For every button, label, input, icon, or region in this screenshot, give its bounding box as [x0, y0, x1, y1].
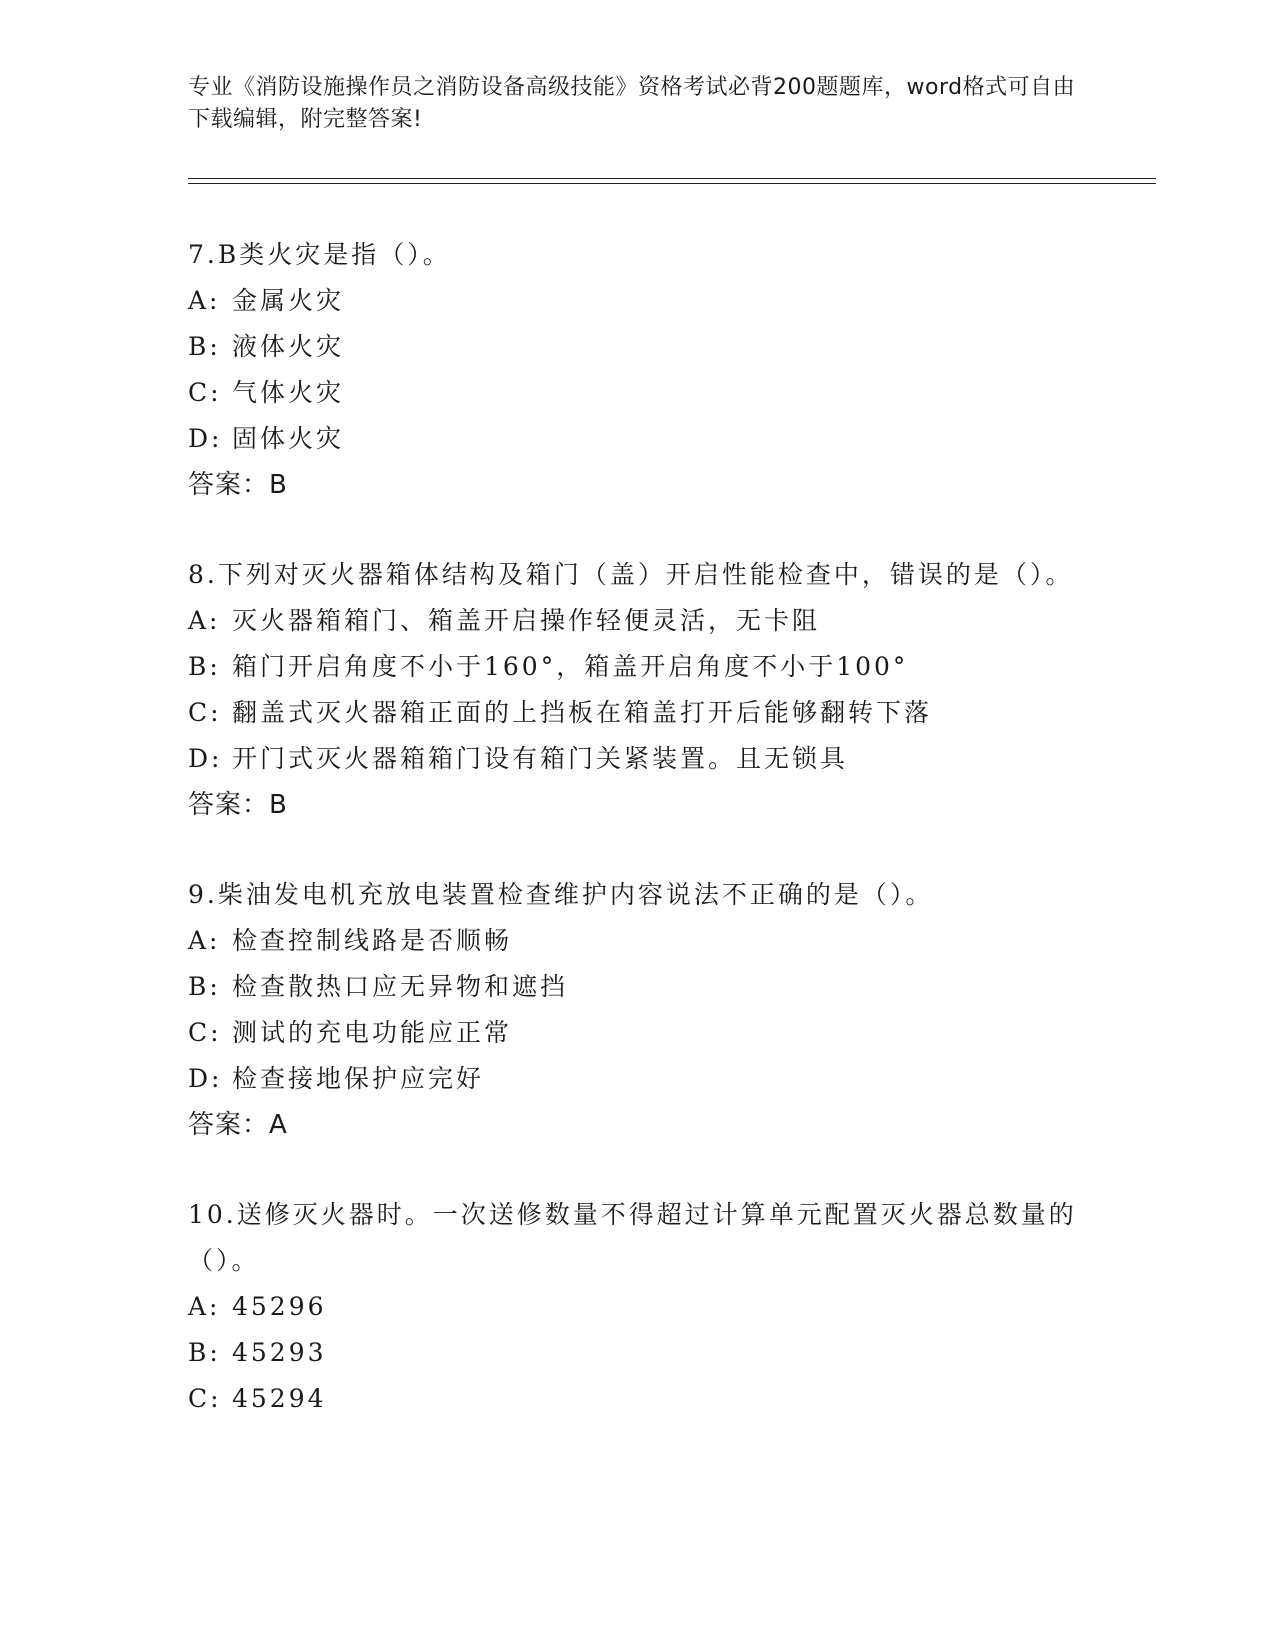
option-c	[188, 1376, 1088, 1422]
option-text: 45296	[232, 1292, 327, 1321]
option-key: B:	[188, 972, 221, 1001]
header-divider-top	[188, 178, 1156, 179]
option-text: 45293	[232, 1338, 327, 1367]
option-a	[188, 1284, 1088, 1330]
option-b	[188, 644, 1088, 690]
option-c	[188, 1010, 1088, 1056]
option-key: D:	[188, 1064, 223, 1093]
option-key: A:	[188, 606, 221, 635]
question-10	[188, 1192, 1088, 1422]
option-key: D:	[188, 744, 223, 773]
answer-line: 答案：A	[188, 1110, 288, 1140]
question-list	[188, 232, 1088, 1466]
option-text: 测试的充电功能应正常	[232, 1018, 513, 1047]
option-d	[188, 416, 1088, 462]
option-key: A:	[188, 286, 221, 315]
option-text: 翻盖式灭火器箱正面的上挡板在箱盖打开后能够翻转下落	[232, 698, 933, 727]
option-key: C:	[188, 1018, 222, 1047]
option-d	[188, 1056, 1088, 1102]
option-d	[188, 736, 1088, 782]
option-text: 金属火灾	[232, 286, 345, 315]
option-a	[188, 278, 1088, 324]
question-stem: 10.送修灭火器时。一次送修数量不得超过计算单元配置灭火器总数量的（）。	[188, 1200, 1077, 1275]
option-key: C:	[188, 1384, 222, 1413]
question-7	[188, 232, 1088, 508]
option-key: D:	[188, 424, 223, 453]
question-stem: 8.下列对灭火器箱体结构及箱门（盖）开启性能检查中，错误的是（）。	[188, 560, 1074, 589]
option-text: 气体火灾	[232, 378, 345, 407]
option-key: A:	[188, 1292, 221, 1321]
option-key: C:	[188, 698, 222, 727]
option-text: 45294	[232, 1384, 327, 1413]
option-a	[188, 598, 1088, 644]
option-key: C:	[188, 378, 222, 407]
option-text: 检查散热口应无异物和遮挡	[232, 972, 569, 1001]
option-c	[188, 690, 1088, 736]
option-text: 检查接地保护应完好	[232, 1064, 485, 1093]
option-text: 箱门开启角度不小于160°，箱盖开启角度不小于100°	[232, 652, 909, 681]
option-key: B:	[188, 1338, 221, 1367]
option-key: A:	[188, 926, 221, 955]
question-8	[188, 552, 1088, 828]
question-stem: 9.柴油发电机充放电装置检查维护内容说法不正确的是（）。	[188, 880, 934, 909]
header-divider-bottom	[188, 183, 1156, 184]
answer-line: 答案：B	[188, 470, 288, 500]
option-a	[188, 918, 1088, 964]
option-text: 检查控制线路是否顺畅	[232, 926, 513, 955]
document-intro: 专业《消防设施操作员之消防设备高级技能》资格考试必背200题题库，word格式可自由下载编辑，附完整答案!	[188, 75, 1076, 132]
option-text: 灭火器箱箱门、箱盖开启操作轻便灵活，无卡阻	[232, 606, 821, 635]
question-stem: 7.B类火灾是指（）。	[188, 240, 451, 269]
question-9	[188, 872, 1088, 1148]
option-b	[188, 1330, 1088, 1376]
option-text: 液体火灾	[232, 332, 345, 361]
option-b	[188, 964, 1088, 1010]
option-text: 开门式灭火器箱箱门设有箱门关紧装置。且无锁具	[232, 744, 849, 773]
answer-line: 答案：B	[188, 790, 288, 820]
option-c	[188, 370, 1088, 416]
option-key: B:	[188, 332, 221, 361]
option-text: 固体火灾	[232, 424, 345, 453]
option-b	[188, 324, 1088, 370]
option-key: B:	[188, 652, 221, 681]
